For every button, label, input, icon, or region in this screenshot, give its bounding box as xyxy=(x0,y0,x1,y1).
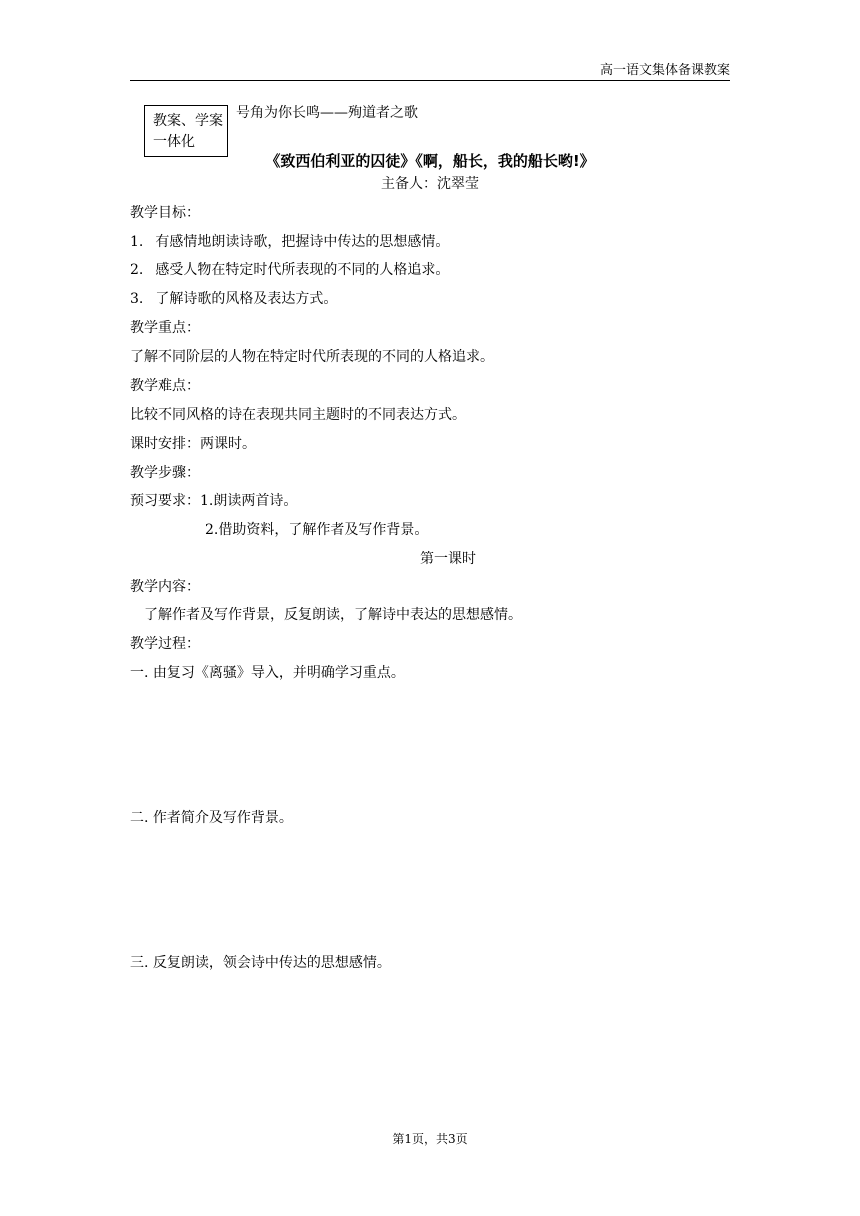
goal-item xyxy=(130,263,449,277)
preparer: 主备人：沈翠莹 xyxy=(381,176,479,192)
difficulty-text: 比较不同风格的诗在表现共同主题时的不同表达方式。 xyxy=(130,407,466,423)
schedule-text: 课时安排：两课时。 xyxy=(130,436,256,452)
plan-type-badge xyxy=(144,105,228,157)
header-rule xyxy=(130,80,730,81)
content-heading: 教学内容： xyxy=(130,579,200,595)
preview-requirement-2: 2.借助资料，了解作者及写作背景。 xyxy=(205,522,429,538)
goal-number: 3. xyxy=(130,291,144,307)
goal-number: 1. xyxy=(130,234,144,250)
key-points-text: 了解不同阶层的人物在特定时代所表现的不同的人格追求。 xyxy=(130,349,494,365)
preview-requirement-1: 预习要求：1.朗读两首诗。 xyxy=(130,493,298,509)
process-step: 二. 作者简介及写作背景。 xyxy=(130,810,293,826)
goal-number: 2. xyxy=(130,262,144,278)
steps-heading: 教学步骤： xyxy=(130,465,200,481)
process-step: 一. 由复习《离骚》导入，并明确学习重点。 xyxy=(130,665,405,681)
process-heading: 教学过程： xyxy=(130,636,200,652)
goal-item xyxy=(130,292,337,306)
difficulty-heading: 教学难点： xyxy=(130,378,200,394)
goal-text: 了解诗歌的风格及表达方式。 xyxy=(155,291,338,307)
badge-line-1: 教案、学案 xyxy=(153,113,223,129)
content-text: 了解作者及写作背景，反复朗读，了解诗中表达的思想感情。 xyxy=(144,607,522,623)
lesson-title: 《致西伯利亚的囚徒》《啊，船长，我的船长哟!》 xyxy=(265,152,595,170)
page-footer: 第1页，共3页 xyxy=(392,1132,468,1146)
goal-item xyxy=(130,235,449,249)
process-step: 三. 反复朗读，领会诗中传达的思想感情。 xyxy=(130,955,391,971)
key-points-heading: 教学重点： xyxy=(130,320,200,336)
goals-heading: 教学目标： xyxy=(130,205,200,221)
badge-line-2: 一体化 xyxy=(153,134,195,150)
header-text: 高一语文集体备课教案 xyxy=(599,63,730,78)
goal-text: 感受人物在特定时代所表现的不同的人格追求。 xyxy=(155,262,450,278)
unit-title: 号角为你长鸣——殉道者之歌 xyxy=(236,105,418,121)
lesson-1-title: 第一课时 xyxy=(420,551,476,567)
goal-text: 有感情地朗读诗歌，把握诗中传达的思想感情。 xyxy=(155,234,450,250)
